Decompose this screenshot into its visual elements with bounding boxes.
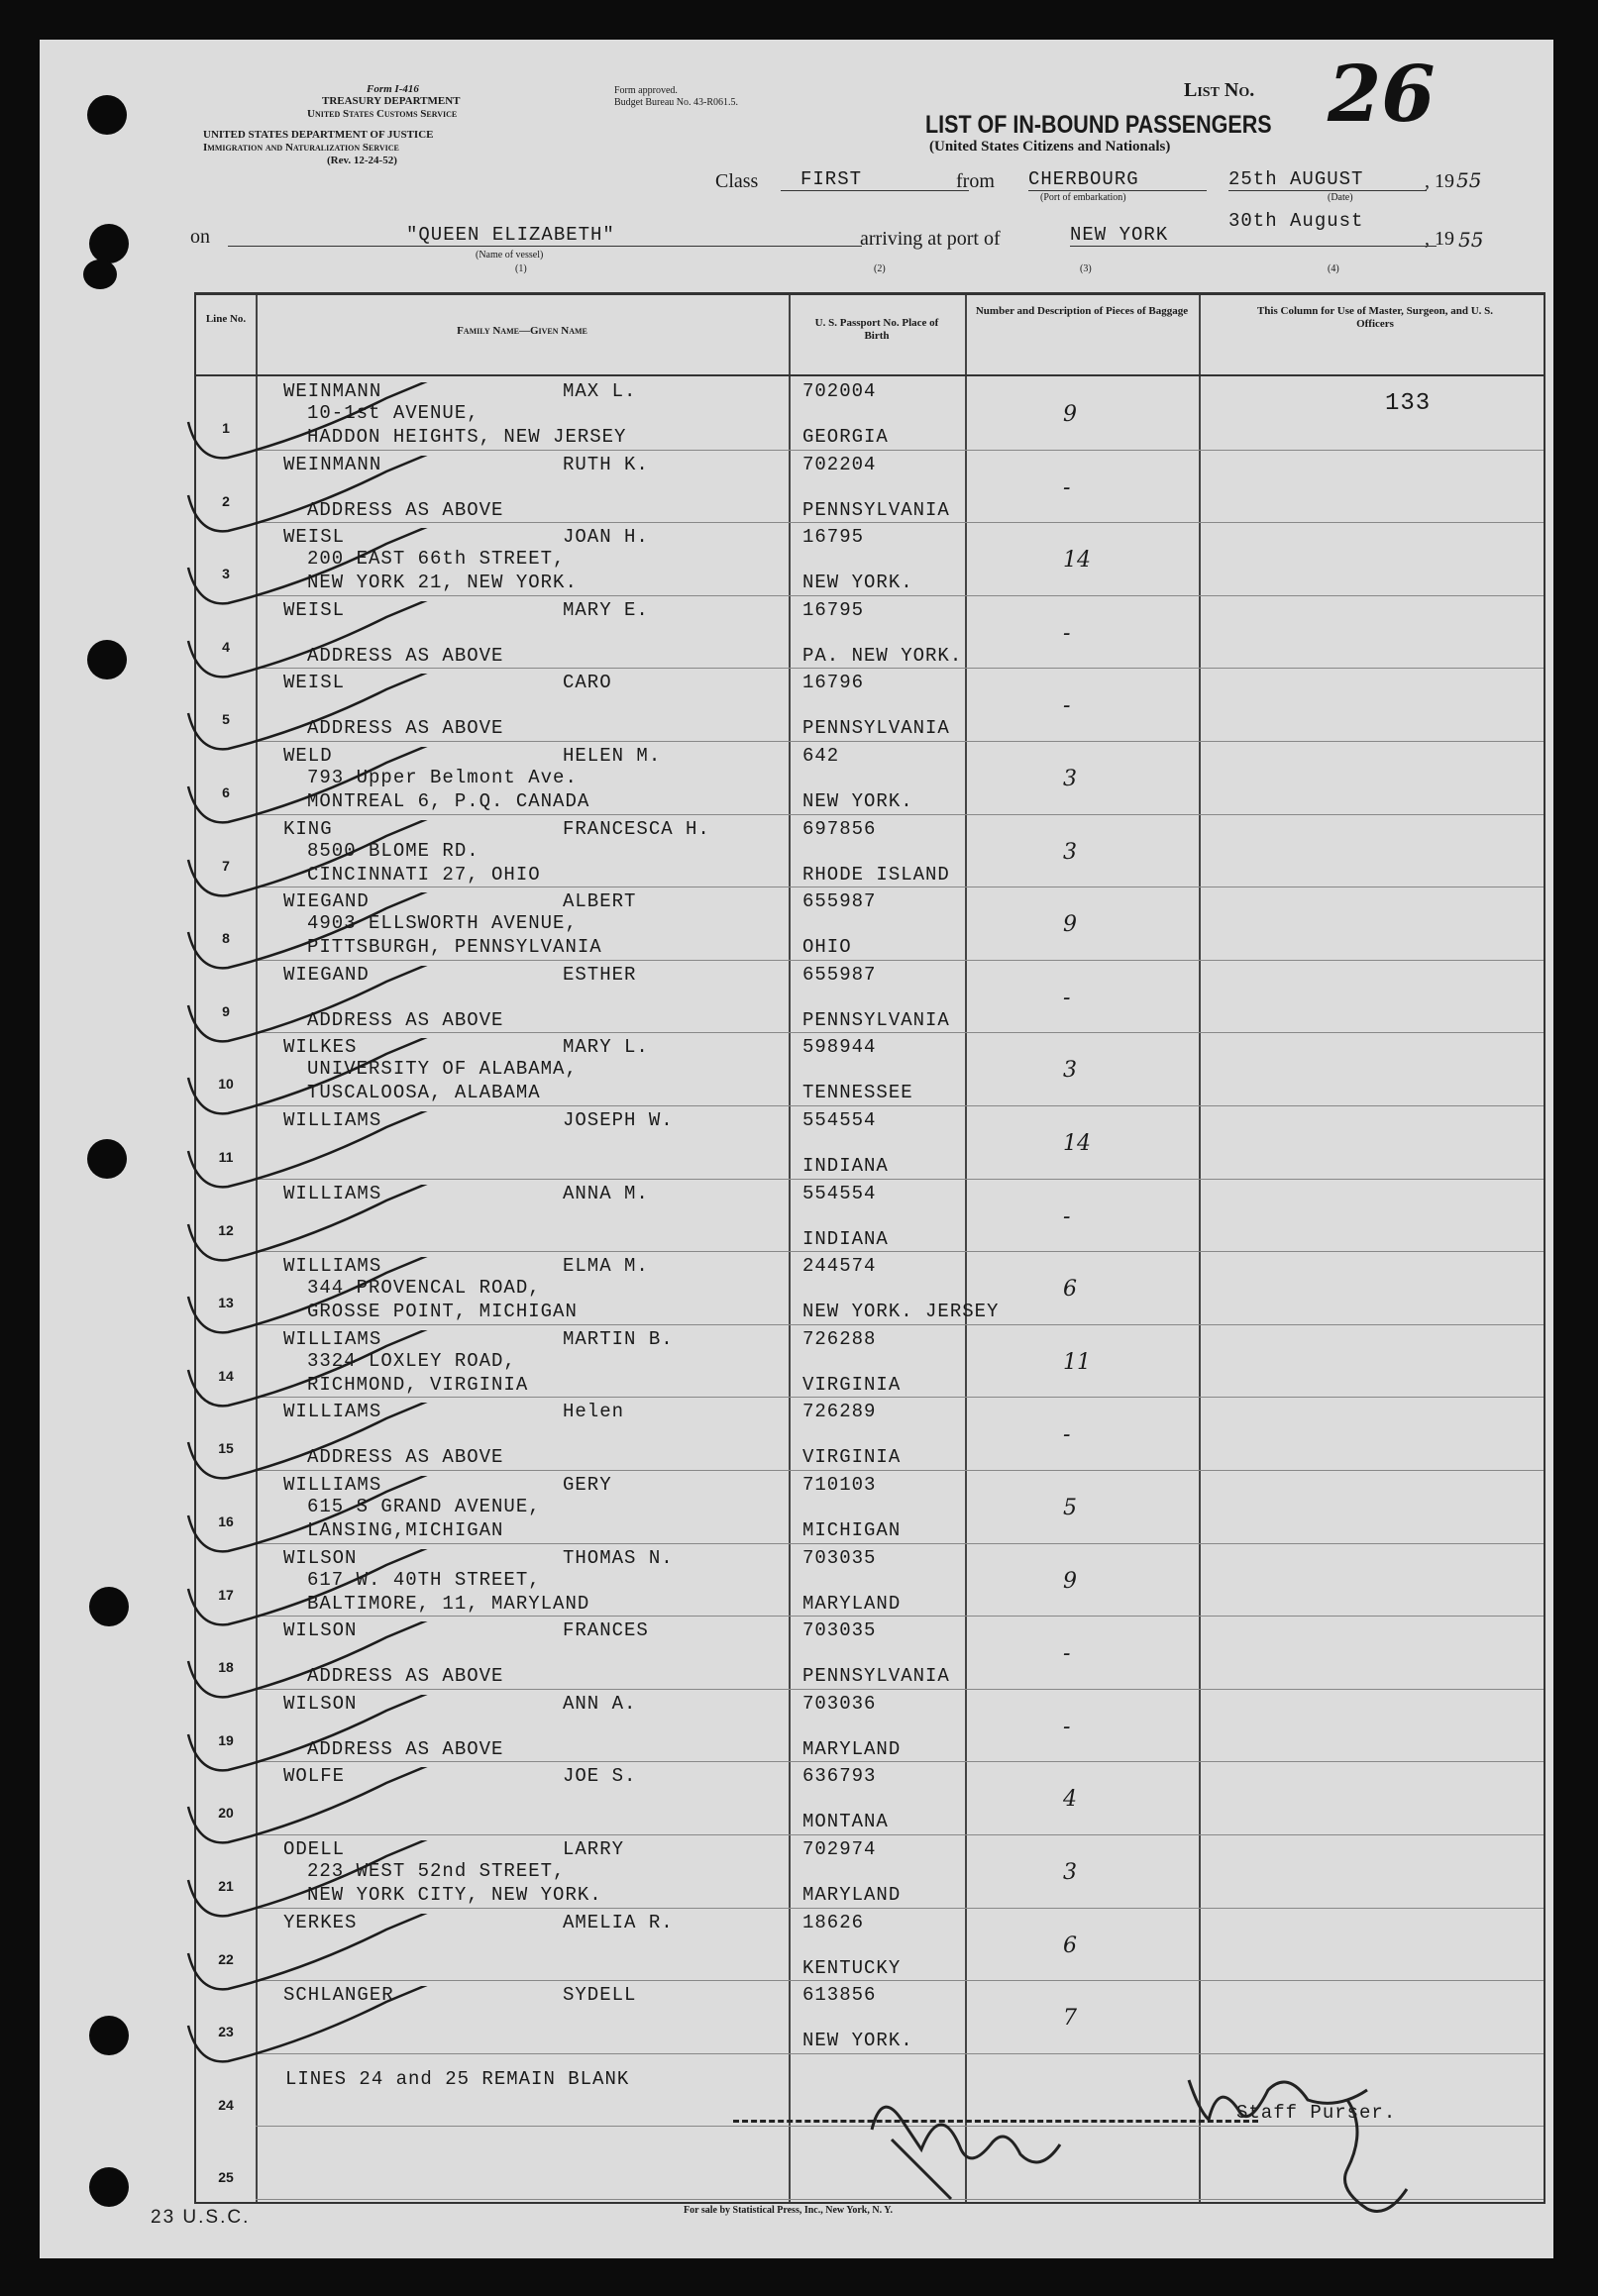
given-name: GERY <box>563 1474 612 1496</box>
place-of-birth: PENNSYLVANIA <box>802 1008 950 1031</box>
baggage-count: 6 <box>1063 1277 1077 1303</box>
place-of-birth: MARYLAND <box>802 1592 902 1615</box>
col-num-3: (3) <box>1080 263 1092 274</box>
given-name: ANN A. <box>563 1692 637 1715</box>
address-line-1: 200 EAST 66th STREET, <box>307 548 566 571</box>
given-name: ANNA M. <box>563 1182 649 1204</box>
place-of-birth: MARYLAND <box>802 1737 902 1760</box>
address-line-2: ADDRESS AS ABOVE <box>307 1737 504 1760</box>
arriving-label: arriving at port of <box>860 228 1001 250</box>
passport-number: 726288 <box>802 1327 877 1350</box>
address-line-1: 793 Upper Belmont Ave. <box>307 767 578 788</box>
address-line-1: 615 S GRAND AVENUE, <box>307 1496 541 1517</box>
given-name: CARO <box>563 672 612 694</box>
line-number: 25 <box>218 2169 234 2186</box>
line-number: 2 <box>222 492 230 509</box>
place-of-birth: MARYLAND <box>802 1884 902 1906</box>
usc-note: 23 U.S.C. <box>151 2207 251 2228</box>
col-header-line: Line No. <box>205 313 247 325</box>
passport-number: 655987 <box>802 890 877 913</box>
place-of-birth: MONTANA <box>802 1811 889 1833</box>
family-name: WILLIAMS <box>283 1255 382 1278</box>
address-line-2: ADDRESS AS ABOVE <box>307 644 504 667</box>
given-name: THOMAS N. <box>563 1546 674 1569</box>
line-number: 11 <box>218 1149 234 1165</box>
punch-hole <box>87 640 127 679</box>
family-name: SCHLANGER <box>283 1984 394 2007</box>
arrival-date: 30th August <box>1228 210 1364 232</box>
col-header-name: Family Name—Given Name <box>457 325 587 337</box>
baggage-count: 4 <box>1063 1787 1077 1813</box>
manifest-sheet <box>40 40 1553 2258</box>
line-number: 14 <box>218 1367 234 1384</box>
baggage-count: - <box>1063 620 1071 646</box>
place-of-birth: NEW YORK. <box>802 790 913 812</box>
line-number: 1 <box>222 420 230 436</box>
line-number: 21 <box>218 1878 234 1894</box>
family-name: WOLFE <box>283 1765 346 1788</box>
arrival-port: NEW YORK <box>1070 224 1437 247</box>
baggage-count: 11 <box>1063 1349 1091 1375</box>
baggage-count: - <box>1063 985 1071 1010</box>
place-of-birth: PENNSYLVANIA <box>802 498 950 521</box>
family-name: ODELL <box>283 1838 346 1860</box>
passport-number: 613856 <box>802 1984 877 2007</box>
line-number: 17 <box>218 1586 234 1603</box>
given-name: MARY E. <box>563 598 649 621</box>
family-name: WILLIAMS <box>283 1109 382 1131</box>
given-name: FRANCESCA H. <box>563 817 710 840</box>
punch-hole <box>89 1587 129 1626</box>
passport-number: 702004 <box>802 380 877 402</box>
place-of-birth: PENNSYLVANIA <box>802 717 950 740</box>
punch-hole <box>87 1139 127 1179</box>
given-name: JOE S. <box>563 1765 637 1788</box>
passport-number: 703036 <box>802 1692 877 1715</box>
baggage-count: - <box>1063 1422 1071 1448</box>
line-number: 10 <box>218 1076 234 1093</box>
family-name: WILLIAMS <box>283 1401 382 1423</box>
officer-note: 133 <box>1385 390 1432 417</box>
address-line-2: LANSING,MICHIGAN <box>307 1519 504 1541</box>
line-number: 24 <box>218 2096 234 2113</box>
baggage-count: 9 <box>1063 402 1077 427</box>
address-line-1: 617 W. 40TH STREET, <box>307 1568 541 1591</box>
place-of-birth: VIRGINIA <box>802 1446 902 1469</box>
line-number: 6 <box>222 784 230 800</box>
page-subtitle: (United States Citizens and Nationals) <box>929 139 1171 155</box>
family-name: WEISL <box>283 526 346 549</box>
address-line-1: 223 WEST 52nd STREET, <box>307 1860 566 1882</box>
line-number: 12 <box>218 1221 234 1238</box>
port-caption: (Port of embarkation) <box>1040 192 1126 203</box>
place-of-birth: INDIANA <box>802 1155 889 1177</box>
line-number: 8 <box>222 930 230 947</box>
passport-number: 554554 <box>802 1109 877 1131</box>
passport-number: 244574 <box>802 1255 877 1278</box>
line-number: 4 <box>222 638 230 655</box>
address-line-2: HADDON HEIGHTS, NEW JERSEY <box>307 426 627 448</box>
given-name: FRANCES <box>563 1619 649 1642</box>
passport-number: 710103 <box>802 1474 877 1496</box>
place-of-birth: TENNESSEE <box>802 1082 913 1104</box>
punch-hole <box>89 2016 129 2055</box>
printer-note: For sale by Statistical Press, Inc., New York, N. Y. <box>684 2205 894 2216</box>
family-name: WEINMANN <box>283 380 382 402</box>
line-number: 15 <box>218 1440 234 1457</box>
budget-bureau: Budget Bureau No. 43-R061.5. <box>614 97 738 108</box>
from-label: from <box>956 170 995 192</box>
place-of-birth: NEW YORK. JERSEY <box>802 1301 1000 1323</box>
punch-hole <box>89 2167 129 2207</box>
staff-purser-label: Staff Purser. <box>1236 2102 1397 2124</box>
place-of-birth: KENTUCKY <box>802 1956 902 1979</box>
punch-hole <box>83 260 117 289</box>
given-name: JOAN H. <box>563 526 649 549</box>
address-line-1: 8500 BLOME RD. <box>307 839 479 862</box>
baggage-count: - <box>1063 1203 1071 1229</box>
place-of-birth: MICHIGAN <box>802 1519 902 1541</box>
from-value: CHERBOURG <box>1028 168 1207 191</box>
col-num-1: (1) <box>515 263 527 274</box>
punch-hole <box>87 95 127 135</box>
address-line-1: UNIVERSITY OF ALABAMA, <box>307 1058 578 1081</box>
form-revision: (Rev. 12-24-52) <box>327 155 397 166</box>
place-of-birth: OHIO <box>802 936 852 959</box>
customs-service: United States Customs Service <box>307 108 458 120</box>
given-name: ESTHER <box>563 963 637 986</box>
baggage-count: 9 <box>1063 912 1077 938</box>
form-number: Form I-416 <box>367 83 419 95</box>
passport-number: 702204 <box>802 453 877 475</box>
vessel-caption: (Name of vessel) <box>476 250 544 261</box>
passenger-table <box>194 292 1545 2204</box>
address-line-2: CINCINNATI 27, OHIO <box>307 863 541 886</box>
year-prefix: , 19 <box>1425 170 1454 192</box>
passport-number: 703035 <box>802 1619 877 1642</box>
col-header-baggage: Number and Description of Pieces of Baggage <box>975 305 1189 317</box>
passport-number: 702974 <box>802 1838 877 1860</box>
address-line-2: RICHMOND, VIRGINIA <box>307 1373 529 1396</box>
address-line-2: MONTREAL 6, P.Q. CANADA <box>307 790 590 812</box>
address-line-1: 10-1st AVENUE, <box>307 402 479 424</box>
list-no-label: List No. <box>1184 79 1255 101</box>
passport-number: 703035 <box>802 1546 877 1569</box>
given-name: SYDELL <box>563 1984 637 2007</box>
given-name: JOSEPH W. <box>563 1109 674 1131</box>
col-header-passport: U. S. Passport No. Place of Birth <box>814 317 939 342</box>
on-label: on <box>190 226 210 248</box>
address-line-2: GROSSE POINT, MICHIGAN <box>307 1301 578 1323</box>
line-number: 9 <box>222 1002 230 1019</box>
address-line-1: 3324 LOXLEY ROAD, <box>307 1349 516 1372</box>
line-number: 18 <box>218 1659 234 1676</box>
baggage-count: 3 <box>1063 1058 1077 1084</box>
place-of-birth: VIRGINIA <box>802 1373 902 1396</box>
passport-number: 16795 <box>802 598 865 621</box>
passport-number: 18626 <box>802 1911 865 1933</box>
baggage-count: 7 <box>1063 2006 1077 2032</box>
family-name: WILKES <box>283 1036 358 1059</box>
page-title: LIST OF IN-BOUND PASSENGERS <box>925 111 1272 139</box>
given-name: HELEN M. <box>563 745 662 767</box>
vessel-name: "QUEEN ELIZABETH" <box>228 224 862 247</box>
baggage-count: 14 <box>1063 1131 1091 1156</box>
given-name: ELMA M. <box>563 1255 649 1278</box>
family-name: WIEGAND <box>283 890 370 913</box>
passport-number: 16796 <box>802 672 865 694</box>
baggage-count: 14 <box>1063 548 1091 574</box>
passport-number: 697856 <box>802 817 877 840</box>
place-of-birth: GEORGIA <box>802 426 889 448</box>
given-name: ALBERT <box>563 890 637 913</box>
baggage-count: - <box>1063 474 1071 500</box>
ins-service: Immigration and Naturalization Service <box>203 142 399 154</box>
passport-number: 16795 <box>802 526 865 549</box>
purser-signature <box>832 2060 1466 2239</box>
class-label: Class <box>715 170 759 192</box>
col-header-officers: This Column for Use of Master, Surgeon, and U. S. Officers <box>1256 305 1494 330</box>
address-line-2: ADDRESS AS ABOVE <box>307 1446 504 1469</box>
line-number: 7 <box>222 857 230 874</box>
place-of-birth: NEW YORK. <box>802 572 913 594</box>
family-name: WELD <box>283 745 333 767</box>
baggage-count: 3 <box>1063 767 1077 791</box>
year2-prefix: , 19 <box>1425 228 1454 250</box>
date-value: 25th AUGUST <box>1228 168 1427 191</box>
form-approved: Form approved. <box>614 85 678 96</box>
given-name: RUTH K. <box>563 453 649 475</box>
address-line-2: TUSCALOOSA, ALABAMA <box>307 1082 541 1104</box>
passport-number: 726289 <box>802 1401 877 1423</box>
line-number: 22 <box>218 1950 234 1967</box>
address-line-2: ADDRESS AS ABOVE <box>307 1008 504 1031</box>
family-name: WEISL <box>283 672 346 694</box>
list-no-value: 26 <box>1328 50 1436 140</box>
baggage-count: 5 <box>1063 1496 1077 1520</box>
family-name: WILLIAMS <box>283 1474 382 1496</box>
justice-dept: UNITED STATES DEPARTMENT OF JUSTICE <box>203 129 434 141</box>
line-number: 3 <box>222 566 230 582</box>
line-number: 16 <box>218 1513 234 1529</box>
family-name: WIEGAND <box>283 963 370 986</box>
line-number: 23 <box>218 2024 234 2040</box>
place-of-birth: NEW YORK. <box>802 2030 913 2052</box>
passport-number: 655987 <box>802 963 877 986</box>
baggage-count: - <box>1063 693 1071 719</box>
given-name: AMELIA R. <box>563 1911 674 1933</box>
address-line-2: NEW YORK 21, NEW YORK. <box>307 572 578 594</box>
place-of-birth: RHODE ISLAND <box>802 863 950 886</box>
remain-blank-note: LINES 24 and 25 REMAIN BLANK <box>285 2068 630 2090</box>
family-name: KING <box>283 817 333 840</box>
family-name: WILSON <box>283 1619 358 1642</box>
baggage-count: 6 <box>1063 1932 1077 1958</box>
address-line-2: PITTSBURGH, PENNSYLVANIA <box>307 936 602 959</box>
baggage-count: - <box>1063 1714 1071 1739</box>
baggage-count: 3 <box>1063 839 1077 865</box>
family-name: WILLIAMS <box>283 1182 382 1204</box>
punch-hole <box>89 224 129 263</box>
place-of-birth: PA. NEW YORK. <box>802 644 963 667</box>
passport-number: 636793 <box>802 1765 877 1788</box>
col-num-2: (2) <box>874 263 886 274</box>
address-line-2: ADDRESS AS ABOVE <box>307 1665 504 1688</box>
line-number: 13 <box>218 1295 234 1311</box>
family-name: WILSON <box>283 1546 358 1569</box>
date-caption: (Date) <box>1328 192 1353 203</box>
baggage-count: 9 <box>1063 1568 1077 1594</box>
address-line-1: 4903 ELLSWORTH AVENUE, <box>307 912 578 935</box>
baggage-count: - <box>1063 1641 1071 1667</box>
family-name: WEINMANN <box>283 453 382 475</box>
given-name: LARRY <box>563 1838 625 1860</box>
place-of-birth: INDIANA <box>802 1227 889 1250</box>
address-line-2: ADDRESS AS ABOVE <box>307 717 504 740</box>
family-name: WILLIAMS <box>283 1327 382 1350</box>
given-name: MARTIN B. <box>563 1327 674 1350</box>
baggage-count: 3 <box>1063 1860 1077 1885</box>
family-name: WEISL <box>283 598 346 621</box>
place-of-birth: PENNSYLVANIA <box>802 1665 950 1688</box>
address-line-1: 344 PROVENCAL ROAD, <box>307 1277 541 1300</box>
address-line-2: NEW YORK CITY, NEW YORK. <box>307 1884 602 1906</box>
line-number: 19 <box>218 1731 234 1748</box>
given-name: MAX L. <box>563 380 637 402</box>
line-number: 20 <box>218 1805 234 1822</box>
col-num-4: (4) <box>1328 263 1339 274</box>
given-name: Helen <box>563 1401 625 1423</box>
passport-number: 554554 <box>802 1182 877 1204</box>
family-name: YERKES <box>283 1911 358 1933</box>
class-value: FIRST <box>781 168 969 191</box>
address-line-2: ADDRESS AS ABOVE <box>307 498 504 521</box>
passport-number: 642 <box>802 745 840 767</box>
year-value: 55 <box>1456 168 1482 192</box>
treasury-dept: TREASURY DEPARTMENT <box>322 95 461 107</box>
line-number: 5 <box>222 711 230 728</box>
year2-value: 55 <box>1458 228 1484 252</box>
address-line-2: BALTIMORE, 11, MARYLAND <box>307 1592 590 1615</box>
family-name: WILSON <box>283 1692 358 1715</box>
given-name: MARY L. <box>563 1036 649 1059</box>
passport-number: 598944 <box>802 1036 877 1059</box>
